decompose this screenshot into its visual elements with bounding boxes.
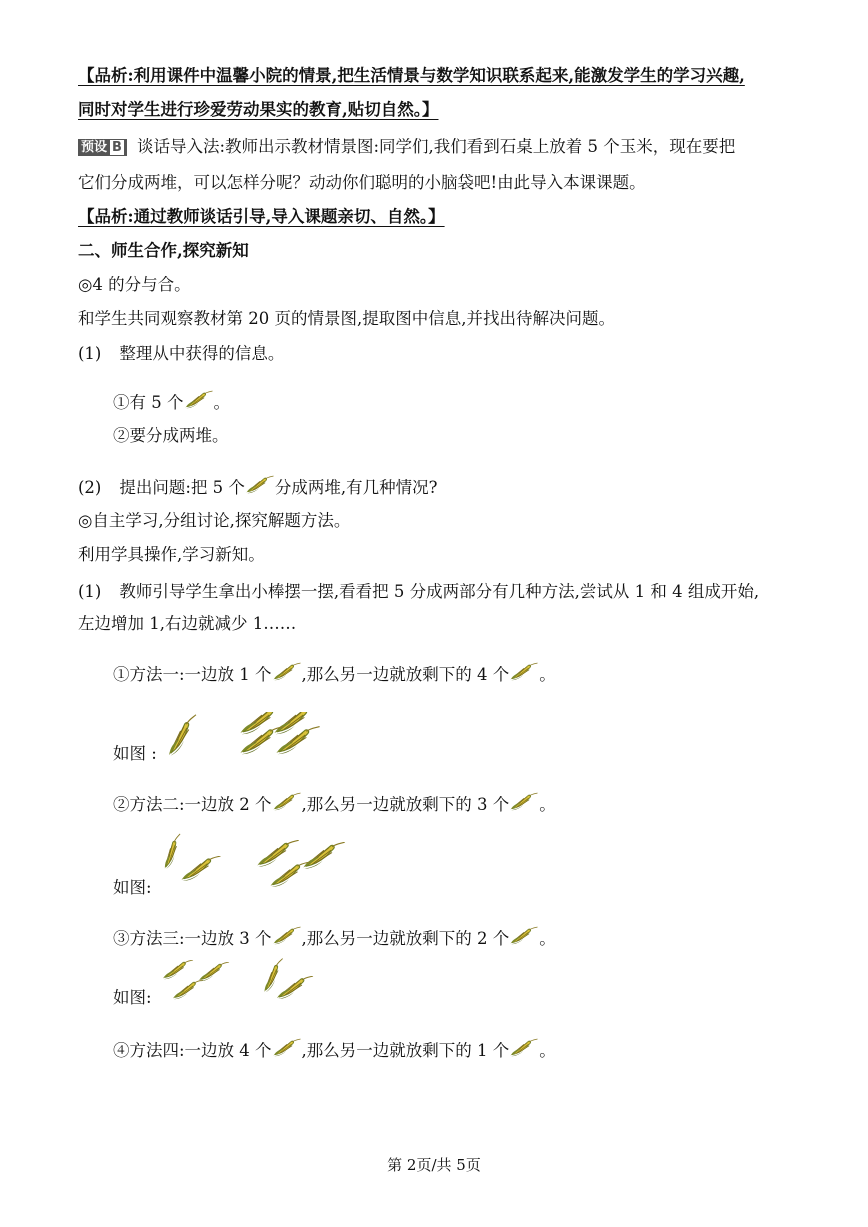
figure-label-2: 如图: bbox=[113, 878, 152, 897]
page-footer: 第 2页/共 5页 bbox=[387, 1156, 481, 1174]
self-study-line: ◎自主学习,分组讨论,探究解题方法。 bbox=[78, 511, 351, 530]
intro-paragraph-cont: 它们分成两堆，可以怎样分呢？动动你们聪明的小脑袋吧!由此导入本课课题。 bbox=[78, 173, 646, 192]
corn-figure-3 bbox=[158, 958, 338, 1008]
corn-icon bbox=[272, 790, 302, 814]
figure-label-3: 如图: bbox=[113, 988, 152, 1007]
corn-icon bbox=[184, 388, 214, 412]
corn-icon bbox=[272, 660, 302, 684]
analysis-note-1: 【品析:利用课件中温馨小院的情景,把生活情景与数学知识联系起来,能激发学生的学习兴趣, bbox=[78, 66, 745, 85]
corn-icon bbox=[272, 924, 302, 948]
corn-icon bbox=[509, 1036, 539, 1060]
corn-icon bbox=[245, 473, 275, 497]
intro-paragraph: 预设 B 谈话导入法:教师出示教材情景图:同学们,我们看到石桌上放着 5 个玉米，现在要把 bbox=[78, 135, 735, 159]
figure-label-1: 如图 : bbox=[113, 744, 157, 763]
method-3-line: ③方法三:一边放 3 个 ,那么另一边就放剩下的 2 个 。 bbox=[113, 924, 556, 951]
item-1: (1) 整理从中获得的信息。 bbox=[78, 344, 285, 363]
method-2-line: ②方法二:一边放 2 个 ,那么另一边就放剩下的 3 个 。 bbox=[113, 790, 556, 817]
step-1-cont: 左边增加 1,右边就减少 1…… bbox=[78, 614, 297, 633]
corn-figure-1 bbox=[160, 712, 360, 766]
corn-icon bbox=[272, 1036, 302, 1060]
method-4-line: ④方法四:一边放 4 个 ,那么另一边就放剩下的 1 个 。 bbox=[113, 1036, 556, 1063]
item-2: (2) 提出问题:把 5 个 分成两堆,有几种情况? bbox=[78, 473, 438, 500]
corn-figure-2 bbox=[155, 832, 355, 892]
corn-icon bbox=[509, 790, 539, 814]
corn-icon bbox=[509, 660, 539, 684]
analysis-note-2: 【品析:通过教师谈话引导,导入课题亲切、自然。】 bbox=[78, 207, 445, 226]
preset-badge: 预设 B bbox=[78, 139, 127, 156]
analysis-note-1-cont: 同时对学生进行珍爱劳动果实的教育,贴切自然。】 bbox=[78, 100, 439, 119]
method-1-line: ①方法一:一边放 1 个 ,那么另一边就放剩下的 4 个 。 bbox=[113, 660, 556, 687]
observe-line: 和学生共同观察教材第 20 页的情景图,提取图中信息,并找出待解决问题。 bbox=[78, 309, 615, 328]
info-line-1: ①有 5 个 。 bbox=[113, 388, 230, 415]
corn-icon bbox=[509, 924, 539, 948]
info-line-2: ②要分成两堆。 bbox=[113, 426, 229, 445]
section-heading: 二、师生合作,探究新知 bbox=[78, 241, 249, 260]
topic-line: ◎4 的分与合。 bbox=[78, 275, 191, 294]
step-1: (1) 教师引导学生拿出小棒摆一摆,看看把 5 分成两部分有几种方法,尝试从 1 和 4 组成开始, bbox=[78, 582, 760, 601]
use-tools-line: 利用学具操作,学习新知。 bbox=[78, 545, 265, 564]
